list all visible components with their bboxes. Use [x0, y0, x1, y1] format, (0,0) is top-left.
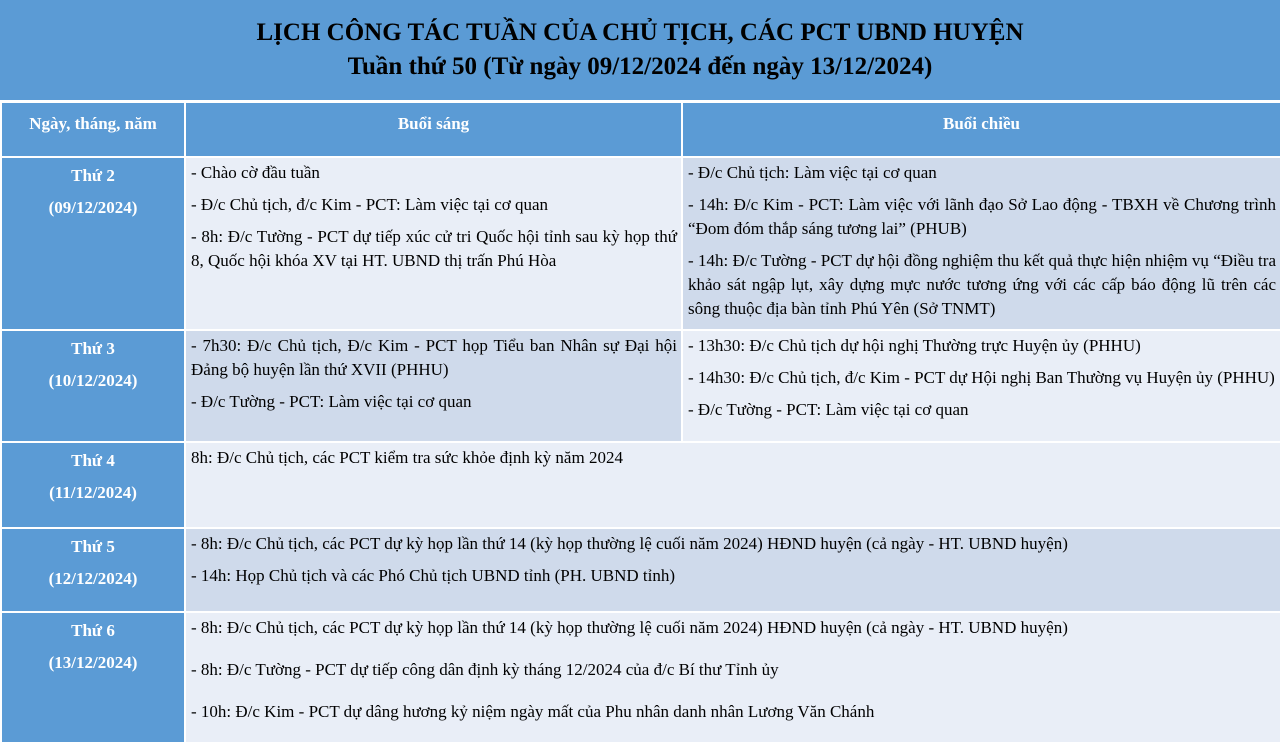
- schedule-item: - 14h: Họp Chủ tịch và các Phó Chủ tịch UBND tỉnh (PH. UBND tỉnh): [191, 566, 675, 585]
- schedule-item: - 14h30: Đ/c Chủ tịch, đ/c Kim - PCT dự Hội nghị Ban Thường vụ Huyện ủy (PHHU): [688, 368, 1275, 387]
- schedule-item: - 7h30: Đ/c Chủ tịch, Đ/c Kim - PCT họp Tiểu ban Nhân sự Đại hội Đảng bộ huyện lần thứ XVII (PHHU): [191, 336, 677, 379]
- day-cell: [1, 330, 185, 442]
- day-name: Thứ 5: [71, 537, 115, 556]
- day-cell: [1, 157, 185, 330]
- table-header-row: [1, 102, 1280, 157]
- afternoon-cell: [682, 157, 1280, 330]
- page-title: LỊCH CÔNG TÁC TUẦN CỦA CHỦ TỊCH, CÁC PCT UBND HUYỆN: [256, 19, 1024, 46]
- day-name: Thứ 6: [71, 621, 115, 640]
- afternoon-cell: [682, 330, 1280, 442]
- schedule-item: - 13h30: Đ/c Chủ tịch dự hội nghị Thường trực Huyện ủy (PHHU): [688, 336, 1141, 355]
- day-cell: [1, 442, 185, 528]
- schedule-item: - 14h: Đ/c Tường - PCT dự hội đồng nghiệm thu kết quả thực hiện nhiệm vụ “Điều tra khảo sát ngập lụt, xây dựng mực nước tương ứng với các cấp báo động lũ trên các sông thuộc địa bàn tỉnh Phú Yên (Sở TNMT): [688, 251, 1276, 318]
- day-name: Thứ 3: [71, 339, 115, 358]
- schedule-item: - 8h: Đ/c Tường - PCT dự tiếp công dân định kỳ tháng 12/2024 của đ/c Bí thư Tỉnh ủy: [191, 660, 779, 679]
- day-name: Thứ 4: [71, 451, 115, 470]
- day-cell: [1, 528, 185, 612]
- table-row: [1, 612, 1280, 743]
- morning-cell: [185, 330, 682, 442]
- schedule-item: - 8h: Đ/c Chủ tịch, các PCT dự kỳ họp lần thứ 14 (kỳ họp thường lệ cuối năm 2024) HĐND huyện (cả ngày - HT. UBND huyện): [191, 618, 1068, 637]
- day-date: (11/12/2024): [49, 483, 137, 502]
- morning-cell: [185, 157, 682, 330]
- table-row: [1, 157, 1280, 330]
- schedule-item: - 14h: Đ/c Kim - PCT: Làm việc với lãnh đạo Sở Lao động - TBXH về Chương trình “Đom đóm thắp sáng tương lai” (PHUB): [688, 195, 1276, 238]
- schedule-item: - 8h: Đ/c Tường - PCT dự tiếp xúc cử tri Quốc hội tỉnh sau kỳ họp thứ 8, Quốc hội khóa XV tại HT. UBND thị trấn Phú Hòa: [191, 227, 677, 270]
- day-date: (09/12/2024): [48, 198, 138, 217]
- column-header-morning: Buổi sáng: [185, 102, 682, 157]
- day-name: Thứ 2: [71, 166, 115, 185]
- schedule-item: - Đ/c Tường - PCT: Làm việc tại cơ quan: [191, 392, 472, 411]
- full-day-cell: [185, 612, 1280, 743]
- schedule-item: - 8h: Đ/c Chủ tịch, các PCT dự kỳ họp lần thứ 14 (kỳ họp thường lệ cuối năm 2024) HĐND huyện (cả ngày - HT. UBND huyện): [191, 534, 1068, 553]
- schedule-item: 8h: Đ/c Chủ tịch, các PCT kiểm tra sức khỏe định kỳ năm 2024: [191, 448, 623, 467]
- day-cell: [1, 612, 185, 743]
- full-day-cell: [185, 528, 1280, 612]
- column-header-afternoon: Buổi chiều: [682, 102, 1280, 157]
- table-row: [1, 528, 1280, 612]
- schedule-item: - 10h: Đ/c Kim - PCT dự dâng hương kỷ niệm ngày mất của Phu nhân danh nhân Lương Văn Chánh: [191, 702, 875, 721]
- day-date: (13/12/2024): [48, 653, 138, 672]
- schedule-item: - Đ/c Chủ tịch: Làm việc tại cơ quan: [688, 163, 937, 182]
- day-date: (10/12/2024): [48, 371, 138, 390]
- schedule-header: [0, 0, 1280, 100]
- full-day-cell: [185, 442, 1280, 528]
- schedule-item: - Chào cờ đầu tuần: [191, 163, 320, 182]
- page-subtitle: Tuần thứ 50 (Từ ngày 09/12/2024 đến ngày 13/12/2024): [347, 53, 933, 80]
- table-row: [1, 330, 1280, 442]
- day-date: (12/12/2024): [48, 569, 138, 588]
- schedule-item: - Đ/c Chủ tịch, đ/c Kim - PCT: Làm việc tại cơ quan: [191, 195, 549, 214]
- column-header-date: Ngày, tháng, năm: [1, 102, 185, 157]
- schedule-table: [0, 101, 1280, 744]
- table-row: [1, 442, 1280, 528]
- schedule-item: - Đ/c Tường - PCT: Làm việc tại cơ quan: [688, 400, 969, 419]
